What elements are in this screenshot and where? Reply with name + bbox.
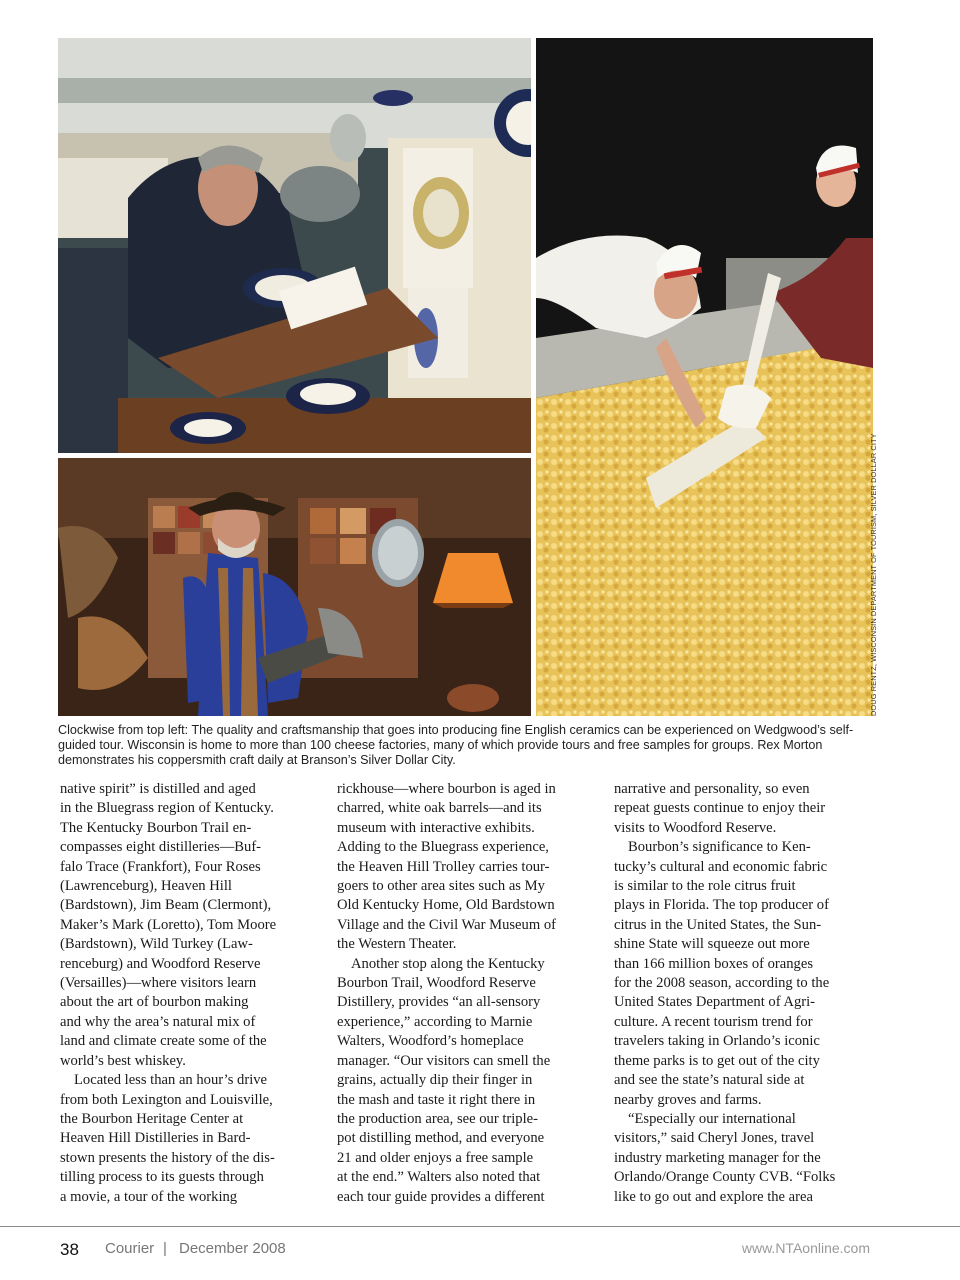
text-line: Maker’s Mark (Loretto), Tom Moore	[60, 916, 277, 933]
text-line: The Kentucky Bourbon Trail en-	[60, 819, 252, 836]
text-line: visitors,” said Cheryl Jones, travel	[614, 1130, 815, 1147]
text-line: grains, actually dip their finger in	[337, 1072, 533, 1089]
text-line: charred, white oak barrels—and its	[337, 800, 542, 817]
text-line: in the Bluegrass region of Kentucky.	[60, 800, 274, 817]
text-line: manager. “Our visitors can smell the	[337, 1052, 551, 1069]
text-line: Orlando/Orange County CVB. “Folks	[614, 1169, 836, 1186]
text-line: falo Trace (Frankfort), Four Roses	[60, 858, 261, 875]
text-line: nearby groves and farms.	[614, 1091, 762, 1108]
text-line: citrus in the United States, the Sun-	[614, 916, 822, 933]
website-url: www.NTAonline.com	[741, 1240, 870, 1256]
text-line: the mash and taste it right there in	[337, 1091, 536, 1108]
text-line: from both Lexington and Louisville,	[60, 1091, 273, 1108]
text-line: the Heaven Hill Trolley carries tour-	[337, 858, 550, 875]
photo-caption: Clockwise from top left: The quality and craftsmanship that goes into producing fine English ceramics can be experienced on Wedgwood’s self-guided tour. Wisconsin is home to more than 100 cheese factories, many of which provide tours and free samples for groups. Rex Morton demonstrates his coppersmith craft daily at Branson’s Silver Dollar City.	[58, 723, 854, 767]
text-line: 21 and older enjoys a free sample	[337, 1149, 534, 1166]
text-line: “Especially our international	[628, 1110, 796, 1127]
text-line: Walters, Woodford’s homeplace	[337, 1033, 524, 1050]
column-2-text	[337, 780, 599, 1207]
text-line: land and climate create some of the	[60, 1033, 267, 1050]
text-line: museum with interactive exhibits.	[337, 819, 535, 836]
text-line: goers to other area sites such as My	[337, 878, 545, 895]
text-line: for the 2008 season, according to the	[614, 975, 830, 992]
text-line: culture. A recent tourism trend for	[614, 1013, 813, 1030]
column-1-text	[60, 780, 322, 1207]
footer-divider	[0, 1226, 960, 1227]
text-line: compasses eight distilleries—Buf-	[60, 839, 262, 856]
text-line: native spirit” is distilled and aged	[60, 781, 256, 797]
text-line: than 166 million boxes of oranges	[614, 955, 814, 972]
magazine-name: Courier	[105, 1240, 155, 1257]
photo-credit: DOUG RENTZ, WISCONSIN DEPARTMENT OF TOURISM, SILVER DOLLAR CITY	[869, 433, 878, 716]
text-line: Bourbon Trail, Woodford Reserve	[337, 975, 536, 992]
text-line: stown presents the history of the dis-	[60, 1149, 275, 1166]
text-line: at the end.” Walters also noted that	[337, 1169, 541, 1186]
text-line: visits to Woodford Reserve.	[614, 819, 777, 836]
text-line: tilling process to its guests through	[60, 1169, 264, 1186]
text-line: the Western Theater.	[337, 936, 457, 953]
text-line: rickhouse—where bourbon is aged in	[337, 781, 556, 797]
text-line: plays in Florida. The top producer of	[614, 897, 829, 914]
text-line: world’s best whiskey.	[60, 1052, 186, 1069]
text-line: and see the state’s natural side at	[614, 1072, 805, 1089]
article-column-3	[614, 780, 876, 1207]
photo-painter-ceramics	[58, 38, 531, 453]
column-3-text	[614, 780, 876, 1207]
text-line: Adding to the Bluegrass experience,	[337, 839, 549, 856]
text-line: narrative and personality, so even	[614, 781, 810, 797]
text-line: theme parks is to get out of the city	[614, 1052, 820, 1069]
text-line: Village and the Civil War Museum of	[337, 916, 556, 933]
text-line: like to go out and explore the area	[614, 1188, 813, 1205]
text-line: pot distilling method, and everyone	[337, 1130, 545, 1147]
footer-separator: |	[163, 1240, 167, 1257]
page-number: 38	[60, 1240, 79, 1259]
text-line: and why the area’s natural mix of	[60, 1013, 256, 1030]
text-line: Heaven Hill Distilleries in Bard-	[60, 1130, 251, 1147]
photo-coppersmith	[58, 458, 531, 716]
text-line: a movie, a tour of the working	[60, 1188, 238, 1205]
text-line: United States Department of Agri-	[614, 994, 816, 1011]
text-line: about the art of bourbon making	[60, 994, 249, 1011]
text-line: travelers taking in Orlando’s iconic	[614, 1033, 820, 1050]
text-line: (Versailles)—where visitors learn	[60, 975, 257, 992]
article-column-1	[60, 780, 322, 1207]
text-line: Another stop along the Kentucky	[351, 955, 545, 972]
text-line: renceburg) and Woodford Reserve	[60, 955, 261, 972]
text-line: repeat guests continue to enjoy their	[614, 800, 826, 817]
issue-date: December 2008	[179, 1240, 286, 1257]
text-line: Distillery, provides “an all-sensory	[337, 994, 541, 1011]
photo-cheese-curds	[536, 38, 873, 716]
text-line: the Bourbon Heritage Center at	[60, 1110, 244, 1127]
text-line: (Lawrenceburg), Heaven Hill	[60, 878, 232, 895]
article-column-2	[337, 780, 599, 1207]
text-line: industry marketing manager for the	[614, 1149, 821, 1166]
text-line: (Bardstown), Wild Turkey (Law-	[60, 936, 253, 953]
text-line: experience,” according to Marnie	[337, 1013, 533, 1030]
text-line: Old Kentucky Home, Old Bardstown	[337, 897, 555, 914]
text-line: the production area, see our triple-	[337, 1110, 538, 1127]
text-line: each tour guide provides a different	[337, 1188, 545, 1205]
text-line: shine State will squeeze out more	[614, 936, 810, 953]
text-line: is similar to the role citrus fruit	[614, 878, 796, 895]
text-line: (Bardstown), Jim Beam (Clermont),	[60, 897, 272, 914]
text-line: Bourbon’s significance to Ken-	[628, 839, 811, 856]
text-line: tucky’s cultural and economic fabric	[614, 858, 828, 875]
text-line: Located less than an hour’s drive	[74, 1072, 268, 1089]
